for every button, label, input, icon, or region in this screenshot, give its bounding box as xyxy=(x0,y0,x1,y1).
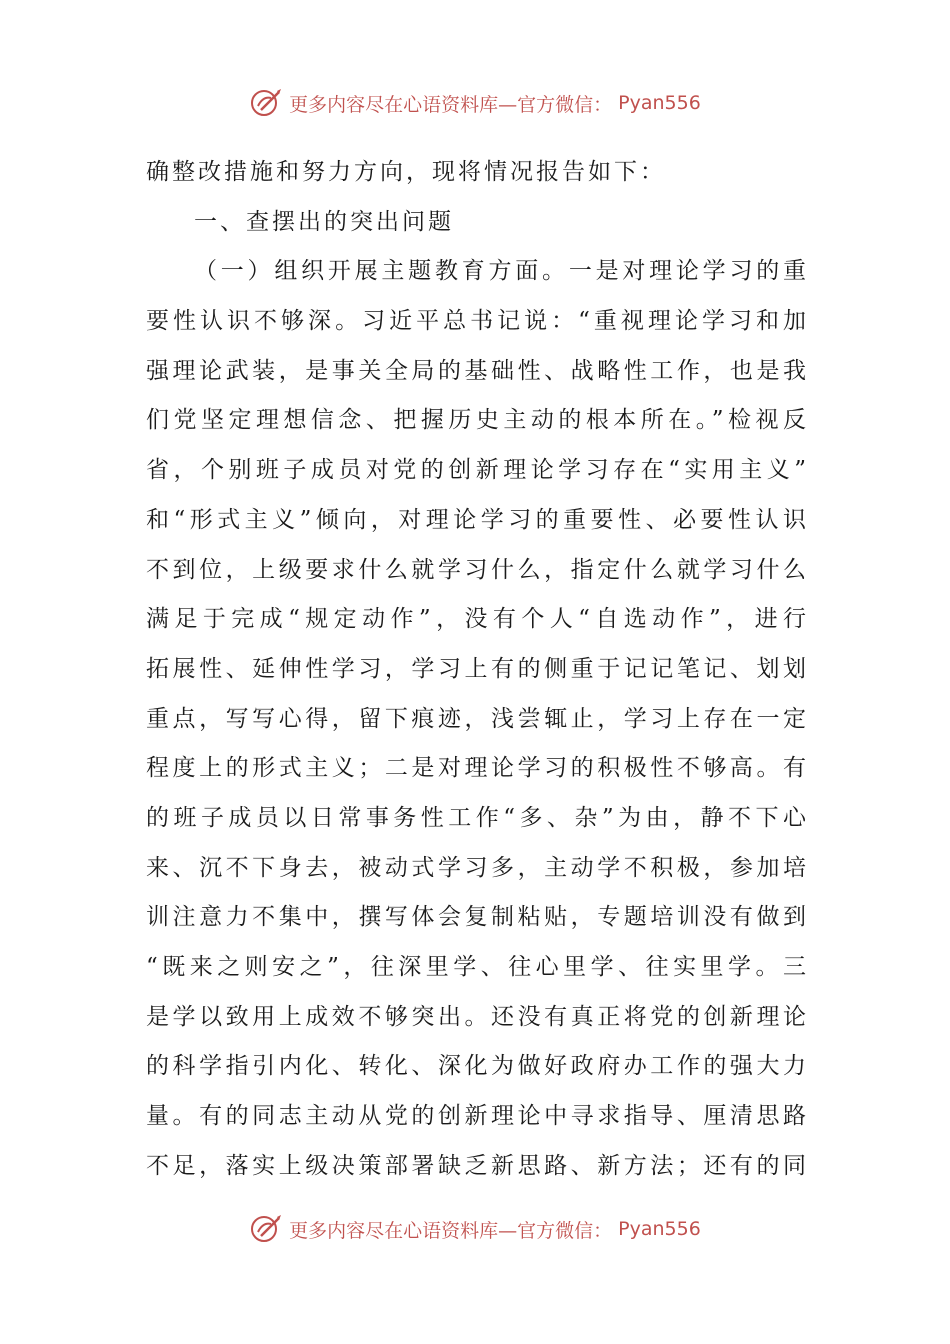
watermark-text: 更多内容尽在心语资料库—官方微信： xyxy=(289,93,613,116)
text-line: 训注意力不集中，撰写体会复制粘贴，专题培训没有做到 xyxy=(146,904,806,931)
text-line: 不到位，上级要求什么就学习什么，指定什么就学习什么 xyxy=(146,556,806,583)
watermark-wechat-id: Pyan556 xyxy=(618,92,701,114)
watermark-footer xyxy=(0,1212,950,1246)
document-body xyxy=(146,148,806,1191)
watermark-text: 更多内容尽在心语资料库—官方微信： xyxy=(289,1219,613,1242)
text-line: “既来之则安之”，往深里学、往心里学、往实里学。三 xyxy=(146,954,806,980)
watermark-header xyxy=(0,86,950,120)
text-line: 不足，落实上级决策部署缺乏新思路、新方法；还有的同 xyxy=(146,1152,806,1179)
watermark-wechat-id: Pyan556 xyxy=(618,1218,701,1240)
text-line: 程度上的形式主义；二是对理论学习的积极性不够高。有 xyxy=(146,755,806,782)
text-line: 是学以致用上成效不够突出。还没有真正将党的创新理论 xyxy=(146,1003,806,1030)
text-line: （一）组织开展主题教育方面。一是对理论学习的重 xyxy=(194,258,806,285)
text-line: 拓展性、延伸性学习，学习上有的侧重于记记笔记、划划 xyxy=(146,655,806,682)
pen-logo-icon xyxy=(249,1212,283,1246)
text-line: 要性认识不够深。习近平总书记说：“重视理论学习和加 xyxy=(146,308,806,335)
text-line: 量。有的同志主动从党的创新理论中寻求指导、厘清思路 xyxy=(146,1103,806,1130)
text-line: 强理论武装，是事关全局的基础性、战略性工作，也是我 xyxy=(146,357,806,384)
text-line: 们党坚定理想信念、把握历史主动的根本所在。”检视反 xyxy=(146,407,806,434)
text-line: 的班子成员以日常事务性工作“多、杂”为由，静不下心 xyxy=(146,804,806,831)
pen-logo-icon xyxy=(249,86,283,120)
text-line: 省，个别班子成员对党的创新理论学习存在“实用主义” xyxy=(146,457,806,484)
text-line: 的科学指引内化、转化、深化为做好政府办工作的强大力 xyxy=(146,1053,806,1080)
text-line: 确整改措施和努力方向，现将情况报告如下： xyxy=(146,159,666,185)
section-heading: 一、查摆出的突出问题 xyxy=(194,208,454,235)
text-line: 重点，写写心得，留下痕迹，浅尝辄止，学习上存在一定 xyxy=(146,705,806,732)
text-line: 和“形式主义”倾向，对理论学习的重要性、必要性认识 xyxy=(146,506,806,533)
text-line: 来、沉不下身去，被动式学习多，主动学不积极，参加培 xyxy=(146,854,806,881)
text-line: 满足于完成“规定动作”，没有个人“自选动作”，进行 xyxy=(146,606,806,633)
